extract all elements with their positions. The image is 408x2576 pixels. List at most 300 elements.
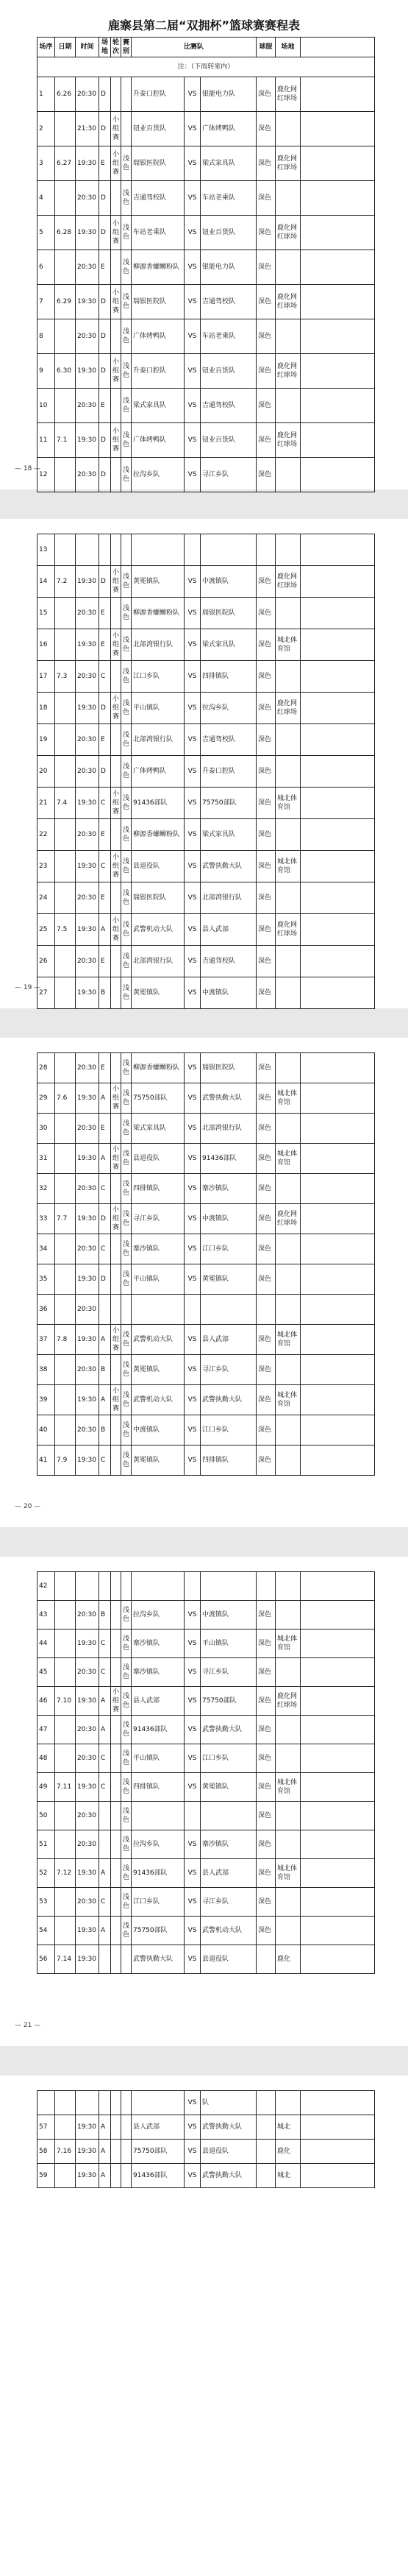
category-cell: 浅色 [121,1773,132,1802]
vs-cell: VS [185,319,201,354]
extra-cell [301,1083,375,1114]
away-team-cell: 北部湾银行队 [201,1114,257,1144]
time-cell: 19:30 [76,1204,99,1234]
venue-cell [276,1355,301,1385]
away-team-cell: 队 [201,2091,257,2115]
court-cell: A [99,1917,111,1945]
extra-cell [301,1446,375,1476]
date-cell: 7.1 [55,423,76,458]
time-cell: 19:30 [76,693,99,724]
page-number: — 19 — [15,984,41,991]
vs-cell: VS [185,354,201,389]
table-row [37,661,375,693]
court-cell: E [99,724,111,756]
category-cell: 浅色 [121,1716,132,1744]
table-row [37,1355,375,1385]
extra-cell [301,724,375,756]
table-row [37,1773,375,1802]
match-number-cell: 44 [37,1630,55,1658]
match-number-cell: 45 [37,1658,55,1687]
table-row [37,1859,375,1888]
time-cell: 19:30 [76,2115,99,2140]
category-cell: 浅色 [121,1144,132,1174]
home-team-cell: 瑞银医院队 [132,285,185,319]
vs-cell: VS [185,1083,201,1114]
time-cell: 20:30 [76,319,99,354]
round-cell [111,1264,121,1295]
time-cell: 20:30 [76,1415,99,1446]
time-cell: 20:30 [76,1295,99,1325]
round-cell [111,598,121,629]
away-team-cell [201,534,257,566]
jersey-cell: 深色 [257,354,276,389]
court-cell: E [99,1114,111,1144]
category-cell [121,2164,132,2188]
extra-cell [301,216,375,250]
match-number-cell: 27 [37,977,55,1009]
date-cell [55,2164,76,2188]
court-cell: C [99,1174,111,1204]
category-cell: 浅色 [121,1234,132,1264]
time-cell: 20:30 [76,819,99,851]
time-cell [76,2091,99,2115]
extra-cell [301,77,375,112]
time-cell: 20:30 [76,946,99,977]
court-cell: D [99,285,111,319]
date-cell [55,977,76,1009]
vs-cell: VS [185,250,201,285]
table-row [37,1415,375,1446]
home-team-cell: 武警机动大队 [132,914,185,946]
date-cell [55,851,76,882]
away-team-cell: 钮业百货队 [201,216,257,250]
home-team-cell: 江口乡队 [132,661,185,693]
table-row [37,1917,375,1945]
home-team-cell [132,1295,185,1325]
match-number-cell: 29 [37,1083,55,1114]
venue-cell [276,181,301,216]
vs-cell: VS [185,851,201,882]
table-row [37,693,375,724]
jersey-cell: 深色 [257,1716,276,1744]
date-cell [55,882,76,914]
jersey-cell: 深色 [257,1114,276,1144]
court-cell: D [99,458,111,492]
round-cell [111,2164,121,2188]
jersey-cell: 深色 [257,788,276,819]
time-cell: 20:30 [76,661,99,693]
time-cell: 20:30 [76,756,99,788]
time-cell: 20:30 [76,1744,99,1773]
court-cell: D [99,1264,111,1295]
document-page-2 [0,519,408,1008]
jersey-cell: 深色 [257,756,276,788]
table-header-row [37,38,375,57]
home-team-cell: 四排镇队 [132,1773,185,1802]
home-team-cell: 升泰口腔队 [132,77,185,112]
category-cell: 浅色 [121,882,132,914]
match-number-cell: 13 [37,534,55,566]
extra-cell [301,2164,375,2188]
category-cell: 浅色 [121,146,132,181]
away-team-cell: 武警执勤大队 [201,2115,257,2140]
court-cell: C [99,1446,111,1476]
schedule-table [37,2090,375,2188]
away-team-cell: 钮业百货队 [201,354,257,389]
category-cell: 浅色 [121,1859,132,1888]
header-cell: 球服 [257,38,276,57]
home-team-cell: 黄冕镇队 [132,1355,185,1385]
jersey-cell: 深色 [257,1385,276,1415]
venue-cell: 城北体育馆 [276,1630,301,1658]
header-cell: 场序 [37,38,55,57]
date-cell [55,2091,76,2115]
vs-cell: VS [185,1859,201,1888]
document-page-3 [0,1038,408,1527]
away-team-cell: 寻江乡队 [201,1888,257,1917]
category-cell [121,1572,132,1601]
header-cell: 场地 [99,38,111,57]
table-row [37,112,375,146]
jersey-cell [257,1295,276,1325]
vs-cell: VS [185,1830,201,1859]
date-cell [55,693,76,724]
home-team-cell: 广体烤鸭队 [132,756,185,788]
court-cell: C [99,1888,111,1917]
venue-cell [276,1053,301,1083]
table-row [37,458,375,492]
jersey-cell: 深色 [257,423,276,458]
away-team-cell: 瑞银医院队 [201,598,257,629]
extra-cell [301,946,375,977]
jersey-cell: 深色 [257,819,276,851]
home-team-cell [132,534,185,566]
time-cell: 19:30 [76,629,99,661]
round-cell [111,724,121,756]
schedule-table [37,37,375,492]
court-cell: C [99,1773,111,1802]
category-cell: 浅色 [121,458,132,492]
match-number-cell: 47 [37,1716,55,1744]
category-cell: 浅色 [121,693,132,724]
time-cell: 20:30 [76,724,99,756]
table-row [37,1325,375,1355]
home-team-cell: 四排镇队 [132,1174,185,1204]
home-team-cell: 广体烤鸭队 [132,319,185,354]
category-cell: 浅色 [121,250,132,285]
category-cell: 浅色 [121,851,132,882]
date-cell: 6.30 [55,354,76,389]
extra-cell [301,2140,375,2164]
venue-cell [276,1802,301,1830]
match-number-cell: 17 [37,661,55,693]
court-cell [99,2091,111,2115]
jersey-cell: 深色 [257,389,276,423]
round-cell [111,661,121,693]
category-cell: 浅色 [121,285,132,319]
venue-cell [276,1917,301,1945]
away-team-cell: 寻江乡队 [201,1355,257,1385]
extra-cell [301,1144,375,1174]
date-cell [55,1114,76,1144]
away-team-cell: 黄冕镇队 [201,1264,257,1295]
match-number-cell: 42 [37,1572,55,1601]
date-cell [55,1888,76,1917]
away-team-cell: 四排镇队 [201,661,257,693]
venue-cell [276,112,301,146]
category-cell: 浅色 [121,724,132,756]
extra-cell [301,146,375,181]
vs-cell: VS [185,1687,201,1716]
court-cell: D [99,756,111,788]
round-cell [111,1917,121,1945]
category-cell: 浅色 [121,181,132,216]
time-cell: 20:30 [76,77,99,112]
vs-cell: VS [185,1716,201,1744]
round-cell [111,181,121,216]
jersey-cell: 深色 [257,1234,276,1264]
court-cell [99,1830,111,1859]
category-cell: 浅色 [121,661,132,693]
home-team-cell: 柳源香螺蛳粉队 [132,1053,185,1083]
vs-cell: VS [185,756,201,788]
time-cell: 19:30 [76,354,99,389]
round-cell [111,1859,121,1888]
vs-cell [185,1295,201,1325]
jersey-cell: 深色 [257,1888,276,1917]
home-team-cell: 吉通驾校队 [132,181,185,216]
time-cell: 20:30 [76,1802,99,1830]
header-cell: 时间 [76,38,99,57]
category-cell: 浅色 [121,1114,132,1144]
home-team-cell: 县退役队 [132,1144,185,1174]
date-cell: 6.27 [55,146,76,181]
court-cell: A [99,1859,111,1888]
date-cell [55,1144,76,1174]
away-team-cell: 四排镇队 [201,1446,257,1476]
match-number-cell [37,2091,55,2115]
header-cell: 场地 [276,38,301,57]
vs-cell: VS [185,1174,201,1204]
page-content [37,2076,371,2576]
table-row [37,566,375,598]
round-cell [111,534,121,566]
venue-cell [276,1264,301,1295]
match-number-cell: 34 [37,1234,55,1264]
time-cell: 20:30 [76,1114,99,1144]
date-cell: 7.9 [55,1446,76,1476]
header-cell: 比赛队 [132,38,257,57]
date-cell [55,1174,76,1204]
jersey-cell: 深色 [257,598,276,629]
match-number-cell: 31 [37,1144,55,1174]
vs-cell: VS [185,216,201,250]
home-team-cell: 北部湾银行队 [132,724,185,756]
home-team-cell: 钮业百货队 [132,112,185,146]
home-team-cell: 平山镇队 [132,693,185,724]
vs-cell: VS [185,1234,201,1264]
date-cell [55,181,76,216]
venue-cell: 鹿化网红球场 [276,566,301,598]
extra-cell [301,1601,375,1630]
extra-cell [301,1744,375,1773]
jersey-cell: 深色 [257,1859,276,1888]
schedule-table [37,534,375,1009]
table-row [37,2164,375,2188]
venue-cell [276,1601,301,1630]
extra-cell [301,1264,375,1295]
home-team-cell: 广体烤鸭队 [132,423,185,458]
category-cell: 浅色 [121,756,132,788]
date-cell: 7.14 [55,1945,76,1974]
round-cell [111,2140,121,2164]
vs-cell: VS [185,1204,201,1234]
time-cell [76,534,99,566]
court-cell: E [99,819,111,851]
vs-cell: VS [185,181,201,216]
page-content [15,0,371,489]
away-team-cell: 江口乡队 [201,1415,257,1446]
home-team-cell: 武警机动大队 [132,1385,185,1415]
vs-cell: VS [185,2115,201,2140]
vs-cell: VS [185,566,201,598]
extra-cell [301,819,375,851]
match-number-cell: 20 [37,756,55,788]
table-row [37,146,375,181]
date-cell [55,1415,76,1446]
court-cell: A [99,2164,111,2188]
court-cell: C [99,1630,111,1658]
time-cell: 20:30 [76,1234,99,1264]
venue-cell [276,389,301,423]
court-cell: D [99,1204,111,1234]
home-team-cell [132,1572,185,1601]
jersey-cell: 深色 [257,216,276,250]
date-cell [55,2115,76,2140]
time-cell: 20:30 [76,181,99,216]
date-cell [55,1630,76,1658]
away-team-cell: 平山镇队 [201,1630,257,1658]
date-cell [55,112,76,146]
court-cell: C [99,661,111,693]
round-cell: 小组赛 [111,1385,121,1415]
vs-cell: VS [185,77,201,112]
away-team-cell: 吉通驾校队 [201,285,257,319]
time-cell: 20:30 [76,1888,99,1917]
round-cell [111,77,121,112]
extra-cell [301,914,375,946]
category-cell: 浅色 [121,319,132,354]
date-cell [55,1917,76,1945]
time-cell: 19:30 [76,566,99,598]
time-cell: 19:30 [76,1917,99,1945]
vs-cell: VS [185,1355,201,1385]
round-cell: 小组赛 [111,354,121,389]
home-team-cell: 县人武部 [132,1687,185,1716]
extra-cell [301,629,375,661]
venue-cell [276,1572,301,1601]
court-cell: B [99,1415,111,1446]
away-team-cell: 钮业百货队 [201,423,257,458]
vs-cell: VS [185,2140,201,2164]
home-team-cell: 北部湾银行队 [132,629,185,661]
category-cell: 浅色 [121,423,132,458]
extra-cell [301,851,375,882]
table-row [37,1601,375,1630]
court-cell [99,1802,111,1830]
court-cell: A [99,1716,111,1744]
home-team-cell [132,1802,185,1830]
table-row [37,914,375,946]
away-team-cell: 江口乡队 [201,1234,257,1264]
date-cell: 7.2 [55,566,76,598]
vs-cell: VS [185,1744,201,1773]
match-number-cell: 25 [37,914,55,946]
date-cell [55,1658,76,1687]
away-team-cell: 中渡镇队 [201,1601,257,1630]
vs-cell: VS [185,1144,201,1174]
jersey-cell: 深色 [257,724,276,756]
date-cell [55,1830,76,1859]
round-cell [111,250,121,285]
home-team-cell: 91436部队 [132,1716,185,1744]
court-cell: C [99,1234,111,1264]
away-team-cell: 寻江乡队 [201,458,257,492]
away-team-cell: 武警执勤大队 [201,851,257,882]
away-team-cell: 武警执勤大队 [201,2164,257,2188]
away-team-cell: 银能电力队 [201,250,257,285]
category-cell: 浅色 [121,1687,132,1716]
match-number-cell: 50 [37,1802,55,1830]
home-team-cell: 平山镇队 [132,1264,185,1295]
time-cell: 20:30 [76,1658,99,1687]
date-cell [55,1295,76,1325]
time-cell: 20:30 [76,882,99,914]
vs-cell: VS [185,724,201,756]
header-cell: 轮次 [111,38,121,57]
round-cell: 小组赛 [111,693,121,724]
match-number-cell: 11 [37,423,55,458]
court-cell: A [99,2140,111,2164]
match-number-cell: 10 [37,389,55,423]
vs-cell: VS [185,946,201,977]
extra-cell [301,319,375,354]
venue-cell [276,1716,301,1744]
table-row [37,977,375,1009]
time-cell: 20:30 [76,1053,99,1083]
jersey-cell: 深色 [257,1917,276,1945]
match-number-cell: 36 [37,1295,55,1325]
round-cell: 小组赛 [111,216,121,250]
category-cell: 浅色 [121,977,132,1009]
court-cell: A [99,914,111,946]
home-team-cell [132,2091,185,2115]
home-team-cell: 寻江乡队 [132,1204,185,1234]
home-team-cell: 黄冕镇队 [132,977,185,1009]
venue-cell: 鹿化 [276,2140,301,2164]
table-body [37,2091,375,2188]
category-cell: 浅色 [121,1658,132,1687]
round-cell [111,1415,121,1446]
category-cell: 浅色 [121,1204,132,1234]
round-cell [111,756,121,788]
away-team-cell: 县退役队 [201,2140,257,2164]
court-cell: D [99,181,111,216]
date-cell [55,1572,76,1601]
date-cell [55,1385,76,1415]
home-team-cell: 瑞银医院队 [132,882,185,914]
away-team-cell: 武警机动大队 [201,1917,257,1945]
